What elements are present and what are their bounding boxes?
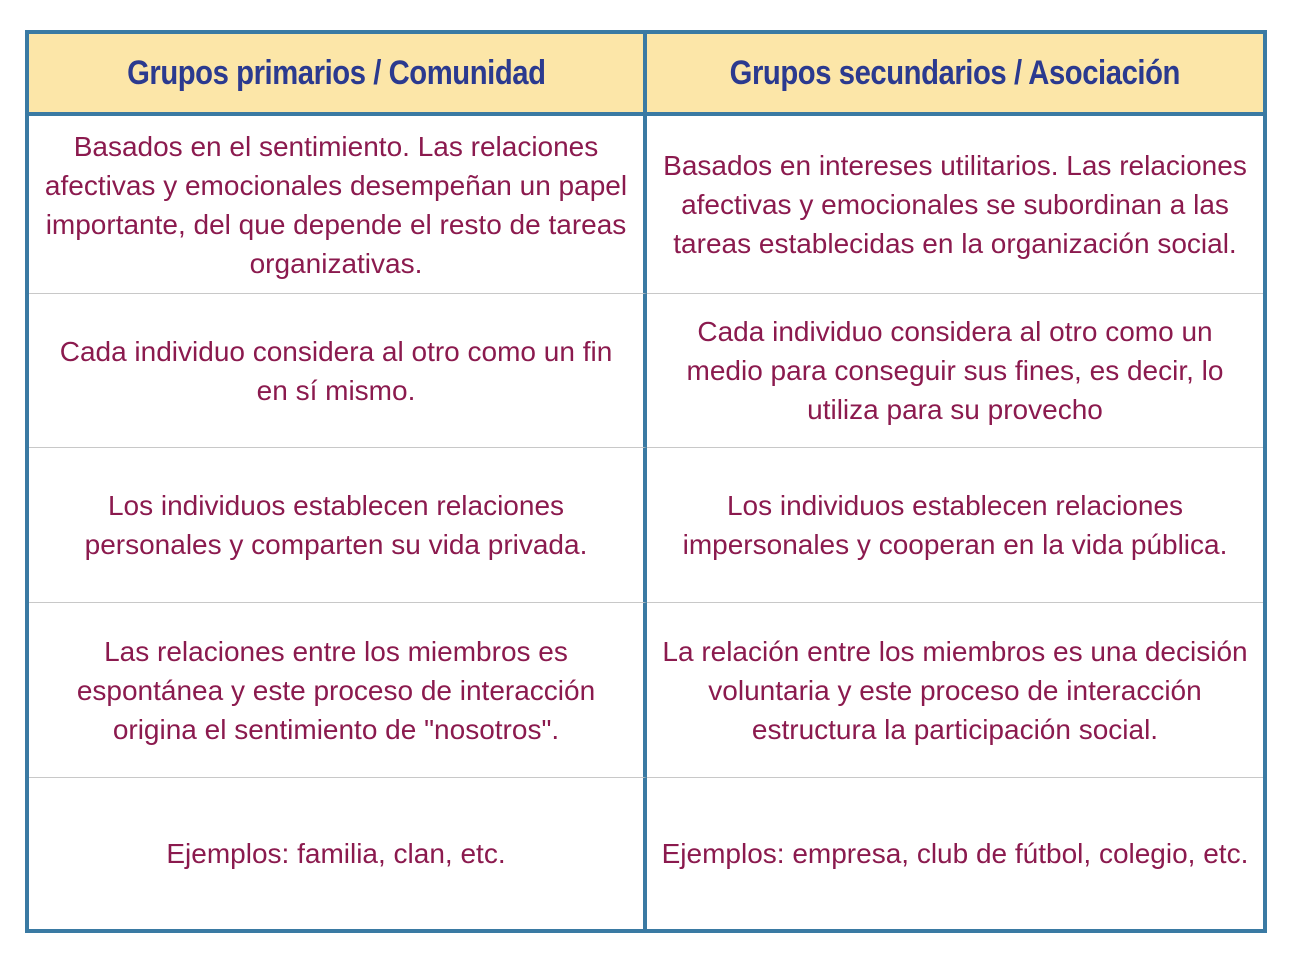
cell-secondary-relations: Los individuos establecen relaciones impersonales y cooperan en la vida pública. [647, 448, 1263, 603]
cell-secondary-examples: Ejemplos: empresa, club de fútbol, colegio, etc. [661, 838, 1249, 869]
cell-primary-interaction: Las relaciones entre los miembros es espontánea y este proceso de interacción origina el sentimiento de "nosotros". [29, 603, 647, 778]
cell-secondary-individual-view: Cada individuo considera al otro como un medio para conseguir sus fines, es decir, lo utiliza para su provecho [647, 294, 1263, 448]
comparison-table [25, 30, 1267, 933]
header-primary-label: Grupos primarios / Comunidad [126, 53, 546, 92]
cell-primary-basis: Basados en el sentimiento. Las relaciones afectivas y emocionales desempeñan un papel importante, del que depende el resto de tareas organizativas. [29, 116, 647, 294]
header-secondary-groups [647, 34, 1263, 116]
cell-primary-relations: Los individuos establecen relaciones personales y comparten su vida privada. [29, 448, 647, 603]
cell-secondary-interaction: La relación entre los miembros es una decisión voluntaria y este proceso de interacción estructura la participación social. [647, 603, 1263, 778]
header-primary-groups [29, 34, 647, 116]
header-secondary-label: Grupos secundarios / Asociación [729, 53, 1181, 92]
cell-secondary-basis: Basados en intereses utilitarios. Las relaciones afectivas y emocionales se subordinan a las tareas establecidas en la organización social. [647, 116, 1263, 294]
cell-primary-examples: Ejemplos: familia, clan, etc. [29, 778, 647, 929]
cell-primary-individual-view: Cada individuo considera al otro como un fin en sí mismo. [29, 294, 647, 448]
